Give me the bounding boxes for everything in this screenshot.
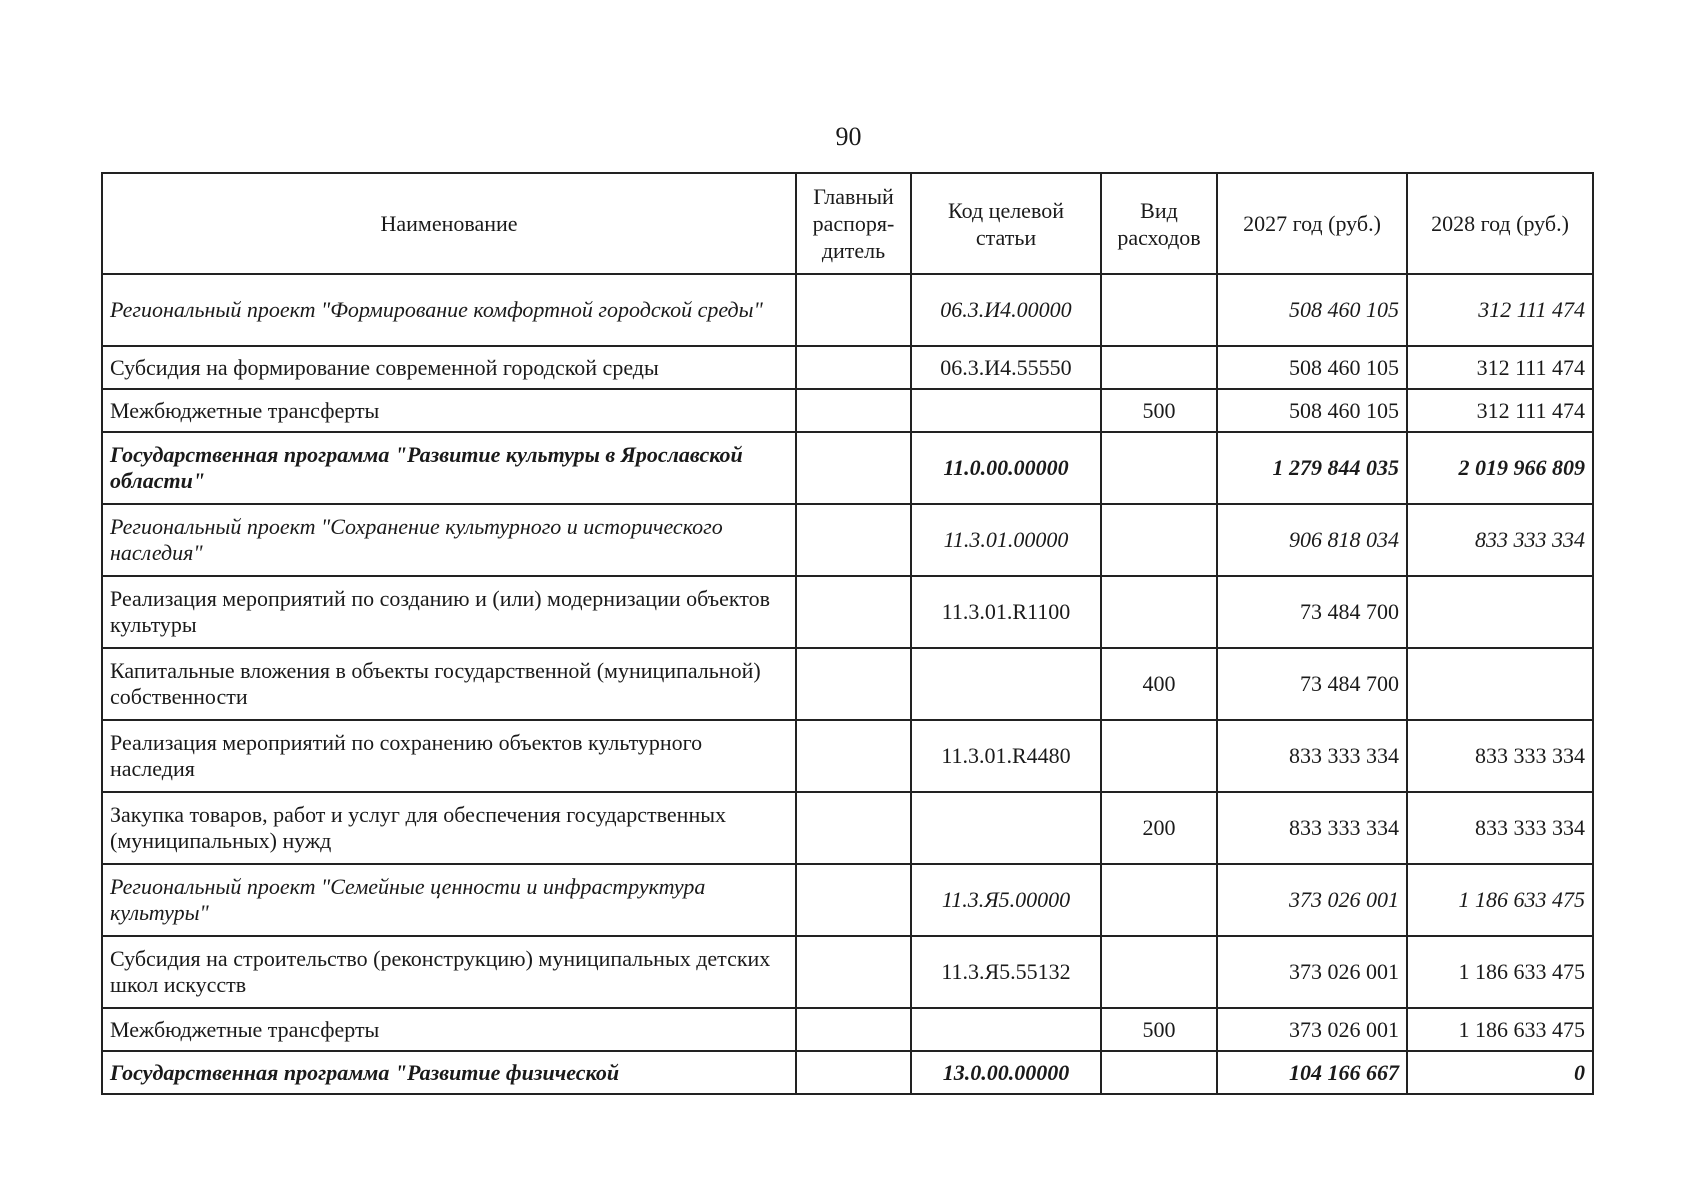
table-row [102, 389, 1593, 432]
row-admin [796, 389, 911, 432]
row-kind: 500 [1101, 1008, 1217, 1051]
row-2027: 1 279 844 035 [1217, 432, 1407, 504]
row-2028: 312 111 474 [1407, 346, 1593, 389]
row-kind [1101, 274, 1217, 346]
row-2028: 833 333 334 [1407, 720, 1593, 792]
row-2028: 312 111 474 [1407, 274, 1593, 346]
table-row [102, 1051, 1593, 1094]
row-code [911, 648, 1101, 720]
row-kind: 500 [1101, 389, 1217, 432]
table-row [102, 864, 1593, 936]
row-admin [796, 792, 911, 864]
budget-table [101, 172, 1594, 1095]
row-kind [1101, 432, 1217, 504]
row-2027: 104 166 667 [1217, 1051, 1407, 1094]
row-admin [796, 864, 911, 936]
row-name: Субсидия на строительство (реконструкцию) муниципальных детских школ искусств [102, 936, 796, 1008]
row-name: Региональный проект "Формирование комфортной городской среды" [102, 274, 796, 346]
row-code: 11.3.01.00000 [911, 504, 1101, 576]
table-row [102, 576, 1593, 648]
row-kind [1101, 864, 1217, 936]
row-2028: 833 333 334 [1407, 792, 1593, 864]
table-row [102, 936, 1593, 1008]
row-code [911, 389, 1101, 432]
row-2028: 312 111 474 [1407, 389, 1593, 432]
row-code: 11.0.00.00000 [911, 432, 1101, 504]
row-name: Закупка товаров, работ и услуг для обеспечения государственных (муниципальных) нужд [102, 792, 796, 864]
row-2028: 0 [1407, 1051, 1593, 1094]
table-row [102, 274, 1593, 346]
row-name: Реализация мероприятий по созданию и (или) модернизации объектов культуры [102, 576, 796, 648]
header-code: Код целевой статьи [911, 173, 1101, 274]
table-row [102, 648, 1593, 720]
row-name: Государственная программа "Развитие физической [102, 1051, 796, 1094]
header-2028: 2028 год (руб.) [1407, 173, 1593, 274]
row-name: Субсидия на формирование современной городской среды [102, 346, 796, 389]
row-name: Государственная программа "Развитие культуры в Ярославской области" [102, 432, 796, 504]
row-code [911, 1008, 1101, 1051]
row-2027: 373 026 001 [1217, 1008, 1407, 1051]
table-row [102, 504, 1593, 576]
row-kind [1101, 346, 1217, 389]
table-row [102, 792, 1593, 864]
row-2027: 833 333 334 [1217, 792, 1407, 864]
row-code: 11.3.Я5.55132 [911, 936, 1101, 1008]
row-name: Реализация мероприятий по сохранению объектов культурного наследия [102, 720, 796, 792]
row-code: 11.3.01.R4480 [911, 720, 1101, 792]
row-admin [796, 576, 911, 648]
page-number: 90 [835, 122, 862, 151]
table-row [102, 720, 1593, 792]
row-2027: 508 460 105 [1217, 274, 1407, 346]
row-kind [1101, 720, 1217, 792]
row-2028 [1407, 648, 1593, 720]
table-row [102, 432, 1593, 504]
row-admin [796, 720, 911, 792]
row-name: Межбюджетные трансферты [102, 1008, 796, 1051]
row-code: 11.3.01.R1100 [911, 576, 1101, 648]
row-code: 06.3.И4.55550 [911, 346, 1101, 389]
row-kind [1101, 576, 1217, 648]
row-2027: 508 460 105 [1217, 346, 1407, 389]
row-admin [796, 936, 911, 1008]
row-kind [1101, 1051, 1217, 1094]
row-admin [796, 432, 911, 504]
header-name: Наименование [102, 173, 796, 274]
row-2027: 508 460 105 [1217, 389, 1407, 432]
row-code: 11.3.Я5.00000 [911, 864, 1101, 936]
row-2028: 833 333 334 [1407, 504, 1593, 576]
table-header-row [102, 173, 1593, 274]
table-row [102, 346, 1593, 389]
row-admin [796, 346, 911, 389]
row-code [911, 792, 1101, 864]
row-name: Региональный проект "Сохранение культурного и исторического наследия" [102, 504, 796, 576]
row-admin [796, 274, 911, 346]
row-name: Региональный проект "Семейные ценности и инфраструктура культуры" [102, 864, 796, 936]
row-2027: 373 026 001 [1217, 936, 1407, 1008]
row-name: Капитальные вложения в объекты государственной (муниципальной) собственности [102, 648, 796, 720]
row-2027: 73 484 700 [1217, 576, 1407, 648]
row-2027: 73 484 700 [1217, 648, 1407, 720]
row-admin [796, 1051, 911, 1094]
row-2028 [1407, 576, 1593, 648]
row-code: 06.3.И4.00000 [911, 274, 1101, 346]
row-kind: 200 [1101, 792, 1217, 864]
row-kind [1101, 504, 1217, 576]
row-2027: 906 818 034 [1217, 504, 1407, 576]
row-2028: 1 186 633 475 [1407, 1008, 1593, 1051]
header-2027: 2027 год (руб.) [1217, 173, 1407, 274]
row-code: 13.0.00.00000 [911, 1051, 1101, 1094]
header-admin: Главный распоря-дитель [796, 173, 911, 274]
row-admin [796, 504, 911, 576]
table-row [102, 1008, 1593, 1051]
row-2027: 373 026 001 [1217, 864, 1407, 936]
row-admin [796, 1008, 911, 1051]
row-name: Межбюджетные трансферты [102, 389, 796, 432]
row-2028: 1 186 633 475 [1407, 936, 1593, 1008]
header-kind: Вид расходов [1101, 173, 1217, 274]
row-2028: 2 019 966 809 [1407, 432, 1593, 504]
row-admin [796, 648, 911, 720]
row-2027: 833 333 334 [1217, 720, 1407, 792]
row-kind [1101, 936, 1217, 1008]
row-2028: 1 186 633 475 [1407, 864, 1593, 936]
row-kind: 400 [1101, 648, 1217, 720]
